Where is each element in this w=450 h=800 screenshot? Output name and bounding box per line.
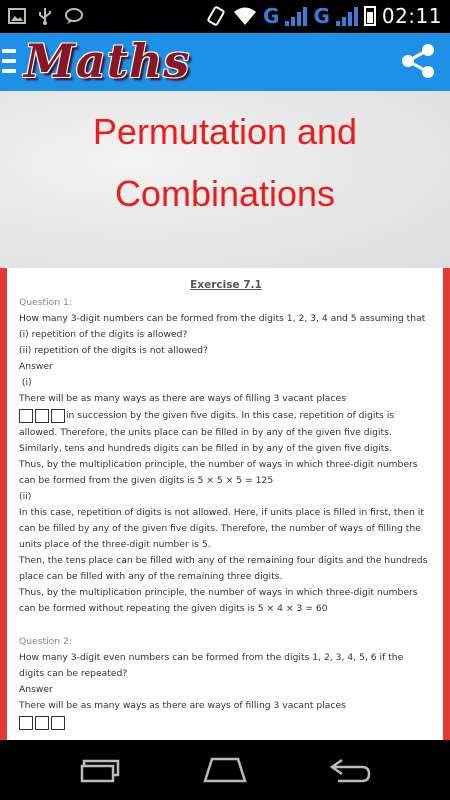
page-title [0,101,450,225]
question-2-label: Question 2: [19,636,72,647]
answer-line: There will be as many ways as there are ways of filling 3 vacant places [19,700,346,711]
answer-line [19,407,433,425]
share-icon[interactable] [396,39,440,83]
exercise-title: Exercise 7.1 [190,279,262,291]
clock: 02:11 [381,4,442,28]
question-2-text-line-1: How many 3-digit even numbers can be formed from the digits 1, 2, 3, 4, 5, 6 if the [19,652,404,663]
question-1-text: How many 3-digit numbers can be formed from the digits 1, 2, 3, 4 and 5 assuming that [19,313,426,324]
app-bar [0,33,450,91]
answer-line: allowed. Therefore, the units place can be filled in by any of the given five digits. [19,427,392,438]
question-1-part-i: (i) repetition of the digits is allowed? [19,329,188,340]
answer-line: Thus, by the multiplication principle, the number of ways in which three-digit numbers [19,459,418,470]
navigation-bar [0,740,450,800]
recent-apps-icon[interactable] [78,755,122,785]
battery-icon [364,6,376,26]
wifi-icon [233,6,257,26]
content-scroll-area[interactable] [0,268,450,740]
network-type-1: G [263,4,280,28]
answer-label: Answer [19,361,53,372]
page-title-line-2: Combinations [114,173,336,214]
answer-line [19,714,433,732]
header-banner [0,91,450,268]
signal-icon-2 [336,6,358,26]
question-1-part-ii: (ii) repetition of the digits is not allowed? [19,345,208,356]
answer-line: place can be filled with any of the remaining three digits. [19,571,283,582]
home-icon[interactable] [202,755,248,785]
app-logo: Maths [24,34,191,88]
back-icon[interactable] [328,755,372,785]
answer-line: In this case, repetition of digits is not allowed. Here, if units place is filled in first, then it [19,507,424,518]
answer-line: can be filled by any of the given five digits. Therefore, the number of ways of filling the [19,523,421,534]
status-bar [0,0,450,33]
signal-icon [285,6,307,26]
exercise-text [19,268,433,732]
answer-line: Similarly, tens and hundreds digits can be filled in by any of the given five digits. [19,443,393,454]
spacer [19,617,433,631]
vacant-places-boxes [19,409,65,423]
page-title-line-1: Permutation and [92,111,358,152]
question-2-text-line-2: digits can be repeated? [19,668,128,679]
answer-part-ii-marker: (ii) [19,491,32,502]
answer-line: There will be as many ways as there are ways of filling 3 vacant places [19,393,346,404]
answer-line: can be formed without repeating the given digits is 5 × 4 × 3 = 60 [19,603,328,614]
right-accent-bar [443,268,450,740]
vacant-places-boxes [19,716,65,730]
image-icon [8,7,26,25]
answer-label: Answer [19,684,53,695]
answer-line-text: in succession by the given five digits. In this case, repetition of digits is [66,410,395,421]
usb-icon [36,7,54,25]
vibrate-icon [205,5,227,27]
answer-line: Then, the tens place can be filled with any of the remaining four digits and the hundreds [19,555,428,566]
left-accent-bar [0,268,7,740]
question-1-label: Question 1: [19,297,72,308]
menu-icon[interactable] [2,49,16,73]
answer-line: Thus, by the multiplication principle, the number of ways in which three-digit numbers [19,587,418,598]
chat-icon [64,7,84,25]
answer-part-i-marker: (i) [19,377,32,388]
answer-line: units place of the three-digit number is 5. [19,539,211,550]
answer-line: can be formed from the given digits is 5 × 5 × 5 = 125 [19,475,274,486]
network-type-2: G [313,4,330,28]
